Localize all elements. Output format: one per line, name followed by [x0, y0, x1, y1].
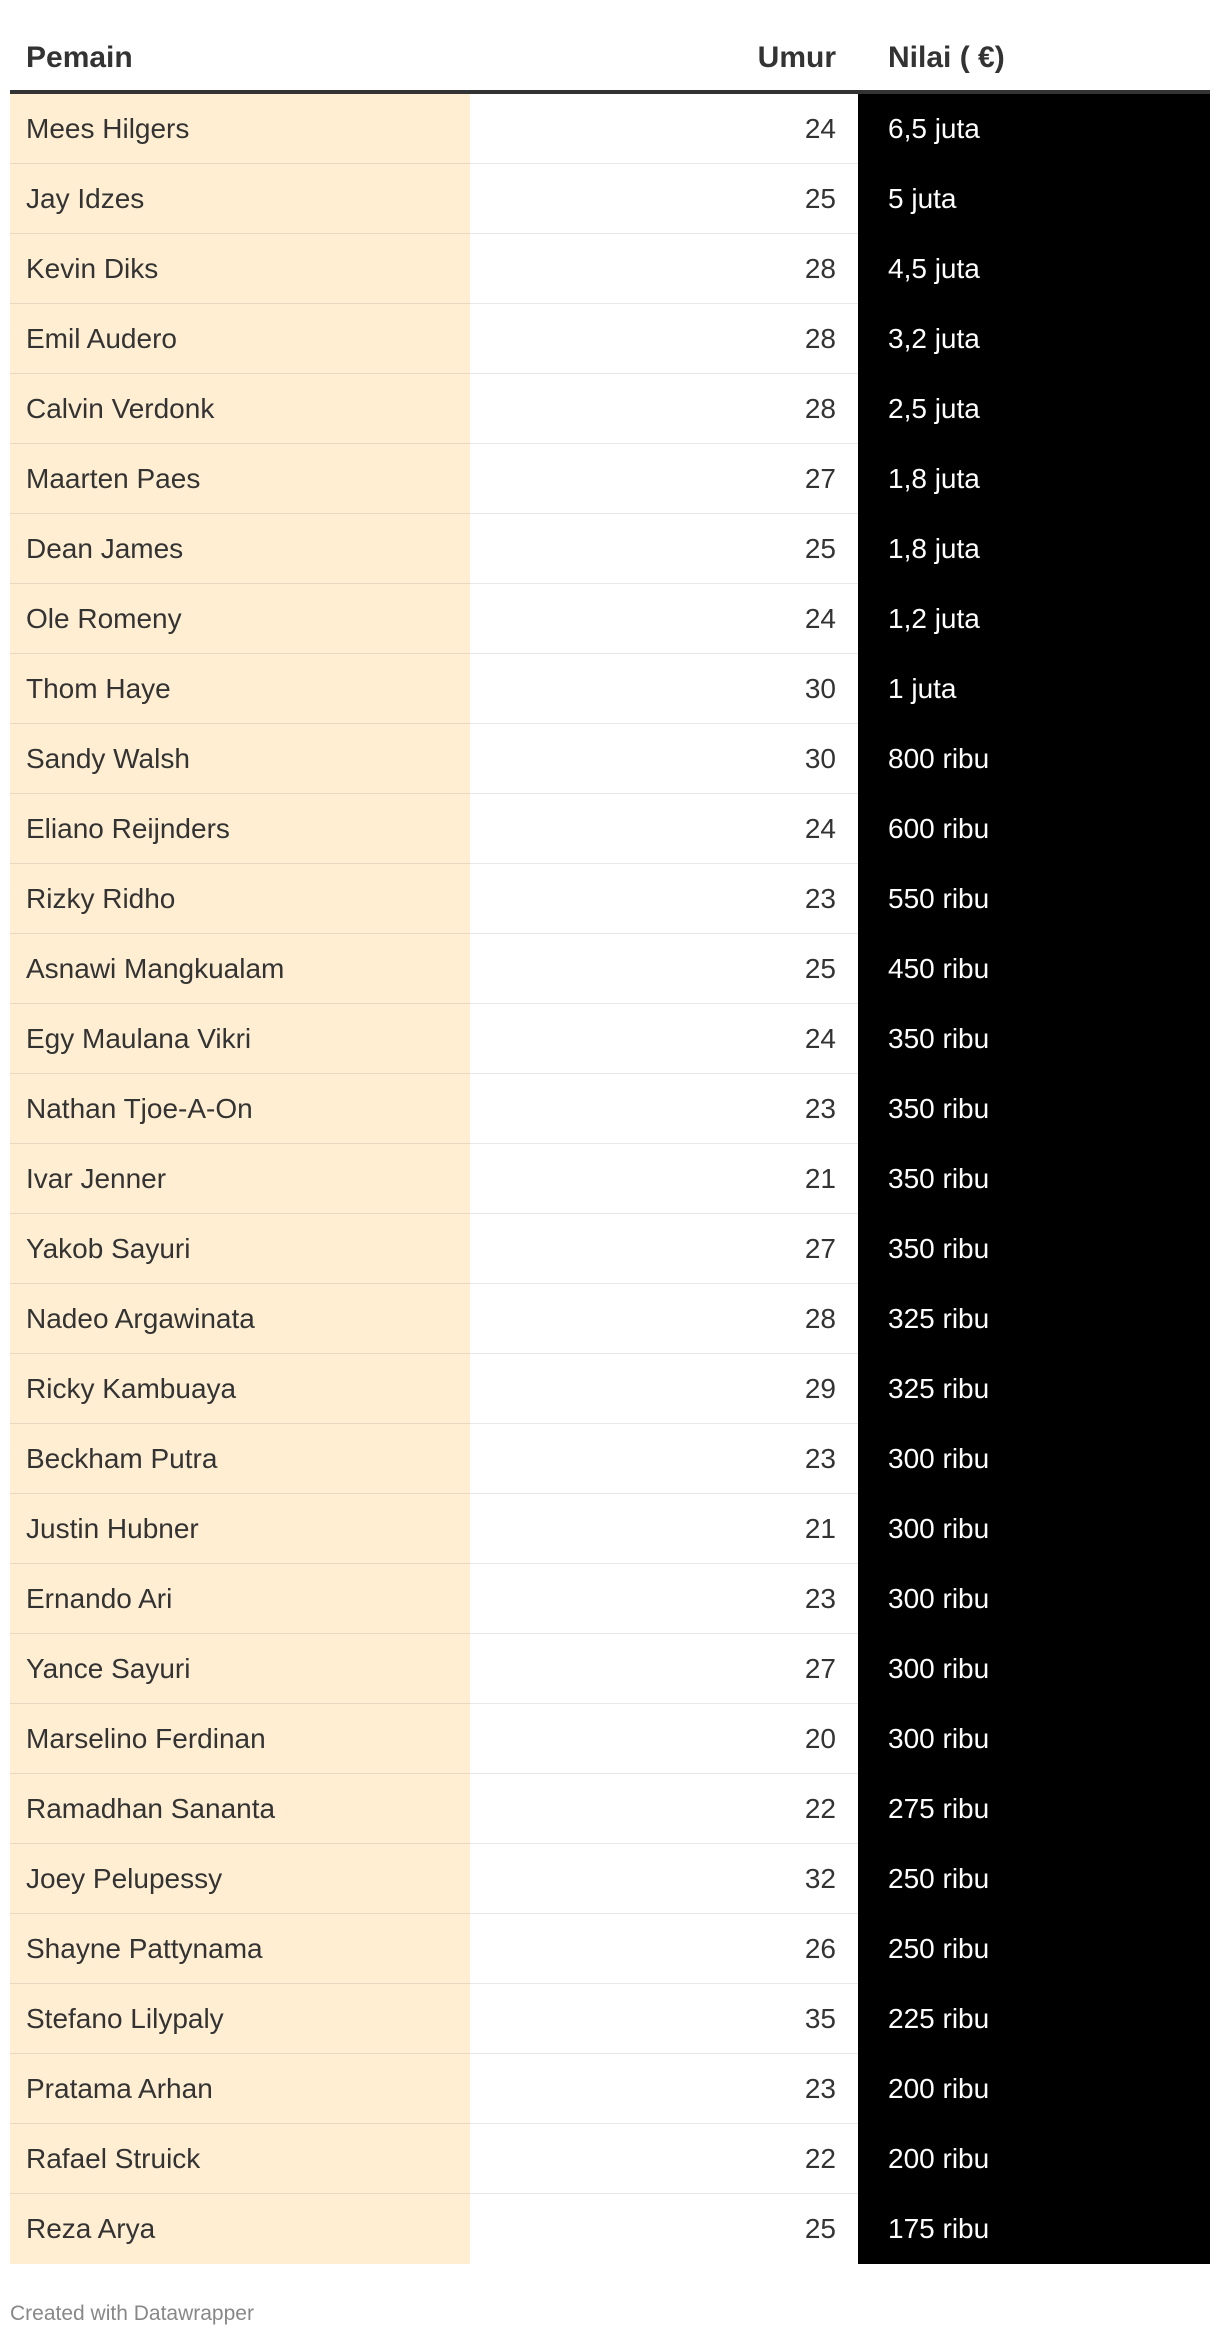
player-name-cell: Calvin Verdonk [10, 374, 470, 444]
player-age-cell: 24 [804, 813, 836, 844]
table-header [10, 22, 1210, 94]
player-name-cell: Dean James [10, 514, 470, 584]
player-age-cell: 25 [804, 953, 836, 984]
table-row [10, 2054, 1210, 2124]
table-row [10, 654, 1210, 724]
player-age-cell: 30 [804, 743, 836, 774]
table-row [10, 1914, 1210, 1984]
table-row [10, 1704, 1210, 1774]
player-name-cell: Mees Hilgers [10, 94, 470, 164]
player-name-cell: Reza Arya [10, 2194, 470, 2264]
player-age-cell: 25 [804, 533, 836, 564]
player-value-cell: 225 ribu [858, 1984, 1210, 2054]
player-age-cell: 35 [804, 2003, 836, 2034]
player-value-cell: 300 ribu [858, 1494, 1210, 1564]
table-row [10, 1284, 1210, 1354]
player-name-cell: Emil Audero [10, 304, 470, 374]
table-row [10, 724, 1210, 794]
player-age-cell: 29 [804, 1373, 836, 1404]
player-age-cell: 28 [804, 393, 836, 424]
player-name-cell: Beckham Putra [10, 1424, 470, 1494]
player-age-cell: 20 [804, 1723, 836, 1754]
table-row [10, 1214, 1210, 1284]
player-name-cell: Kevin Diks [10, 234, 470, 304]
player-name-cell: Rizky Ridho [10, 864, 470, 934]
table-body [10, 94, 1210, 2264]
player-value-cell: 1,2 juta [858, 584, 1210, 654]
player-value-cell: 5 juta [858, 164, 1210, 234]
player-age-cell: 23 [804, 883, 836, 914]
player-name-cell: Yakob Sayuri [10, 1214, 470, 1284]
table-row [10, 1634, 1210, 1704]
player-value-cell: 350 ribu [858, 1004, 1210, 1074]
table-row [10, 514, 1210, 584]
player-age-cell: 23 [804, 1583, 836, 1614]
player-value-cell: 1 juta [858, 654, 1210, 724]
player-age-cell: 30 [804, 673, 836, 704]
player-age-cell: 32 [804, 1863, 836, 1894]
table-row [10, 1074, 1210, 1144]
player-age-cell: 28 [804, 253, 836, 284]
player-value-cell: 275 ribu [858, 1774, 1210, 1844]
player-age-cell: 25 [804, 183, 836, 214]
player-value-cell: 350 ribu [858, 1214, 1210, 1284]
player-value-cell: 550 ribu [858, 864, 1210, 934]
player-name-cell: Ramadhan Sananta [10, 1774, 470, 1844]
datawrapper-credit: Created with Datawrapper [10, 2302, 254, 2325]
player-name-cell: Egy Maulana Vikri [10, 1004, 470, 1074]
player-name-cell: Marselino Ferdinan [10, 1704, 470, 1774]
player-name-cell: Asnawi Mangkualam [10, 934, 470, 1004]
player-age-cell: 26 [804, 1933, 836, 1964]
player-value-table [10, 22, 1210, 2264]
table-row [10, 934, 1210, 1004]
table-row [10, 1564, 1210, 1634]
table-row [10, 234, 1210, 304]
player-name-cell: Ricky Kambuaya [10, 1354, 470, 1424]
player-name-cell: Nadeo Argawinata [10, 1284, 470, 1354]
player-name-cell: Eliano Reijnders [10, 794, 470, 864]
player-name-cell: Yance Sayuri [10, 1634, 470, 1704]
player-value-cell: 300 ribu [858, 1704, 1210, 1774]
player-value-cell: 325 ribu [858, 1284, 1210, 1354]
player-age-cell: 23 [804, 1443, 836, 1474]
player-name-cell: Jay Idzes [10, 164, 470, 234]
player-name-cell: Nathan Tjoe-A-On [10, 1074, 470, 1144]
player-name-cell: Shayne Pattynama [10, 1914, 470, 1984]
table-row [10, 304, 1210, 374]
table-row [10, 1354, 1210, 1424]
player-value-cell: 325 ribu [858, 1354, 1210, 1424]
player-value-cell: 250 ribu [858, 1914, 1210, 1984]
player-value-cell: 4,5 juta [858, 234, 1210, 304]
player-value-cell: 175 ribu [858, 2194, 1210, 2264]
player-name-cell: Stefano Lilypaly [10, 1984, 470, 2054]
player-age-cell: 28 [804, 1303, 836, 1334]
column-header-age[interactable]: Umur [757, 41, 836, 74]
column-header-value[interactable]: Nilai ( €) [888, 41, 1005, 74]
table-row [10, 444, 1210, 514]
table-row [10, 1844, 1210, 1914]
table-row [10, 1774, 1210, 1844]
table-row [10, 794, 1210, 864]
player-name-cell: Justin Hubner [10, 1494, 470, 1564]
player-age-cell: 22 [804, 2143, 836, 2174]
player-value-cell: 800 ribu [858, 724, 1210, 794]
player-age-cell: 21 [804, 1513, 836, 1544]
column-header-player[interactable]: Pemain [26, 41, 133, 74]
player-value-cell: 2,5 juta [858, 374, 1210, 444]
player-value-cell: 250 ribu [858, 1844, 1210, 1914]
player-value-cell: 300 ribu [858, 1424, 1210, 1494]
player-name-cell: Maarten Paes [10, 444, 470, 514]
table-row [10, 94, 1210, 164]
player-age-cell: 27 [804, 1233, 836, 1264]
table-row [10, 2194, 1210, 2264]
player-name-cell: Rafael Struick [10, 2124, 470, 2194]
player-age-cell: 27 [804, 1653, 836, 1684]
player-value-cell: 300 ribu [858, 1564, 1210, 1634]
player-name-cell: Sandy Walsh [10, 724, 470, 794]
table-row [10, 864, 1210, 934]
player-age-cell: 25 [804, 2213, 836, 2244]
player-name-cell: Thom Haye [10, 654, 470, 724]
player-value-cell: 1,8 juta [858, 444, 1210, 514]
player-name-cell: Ole Romeny [10, 584, 470, 654]
player-value-cell: 600 ribu [858, 794, 1210, 864]
table-row [10, 164, 1210, 234]
player-name-cell: Ernando Ari [10, 1564, 470, 1634]
player-value-cell: 200 ribu [858, 2054, 1210, 2124]
table-row [10, 584, 1210, 654]
table-row [10, 1144, 1210, 1214]
player-value-cell: 1,8 juta [858, 514, 1210, 584]
table-row [10, 2124, 1210, 2194]
player-age-cell: 23 [804, 2073, 836, 2104]
player-value-cell: 300 ribu [858, 1634, 1210, 1704]
player-age-cell: 22 [804, 1793, 836, 1824]
player-age-cell: 24 [804, 113, 836, 144]
player-value-cell: 6,5 juta [858, 94, 1210, 164]
player-name-cell: Joey Pelupessy [10, 1844, 470, 1914]
player-age-cell: 24 [804, 603, 836, 634]
player-name-cell: Pratama Arhan [10, 2054, 470, 2124]
player-value-cell: 350 ribu [858, 1074, 1210, 1144]
player-value-cell: 350 ribu [858, 1144, 1210, 1214]
table-row [10, 1494, 1210, 1564]
player-value-cell: 200 ribu [858, 2124, 1210, 2194]
table-row [10, 1984, 1210, 2054]
player-age-cell: 23 [804, 1093, 836, 1124]
table-row [10, 1004, 1210, 1074]
table-row [10, 374, 1210, 444]
table-row [10, 1424, 1210, 1494]
player-age-cell: 27 [804, 463, 836, 494]
player-age-cell: 21 [804, 1163, 836, 1194]
player-value-cell: 450 ribu [858, 934, 1210, 1004]
player-age-cell: 24 [804, 1023, 836, 1054]
player-value-cell: 3,2 juta [858, 304, 1210, 374]
player-name-cell: Ivar Jenner [10, 1144, 470, 1214]
player-age-cell: 28 [804, 323, 836, 354]
